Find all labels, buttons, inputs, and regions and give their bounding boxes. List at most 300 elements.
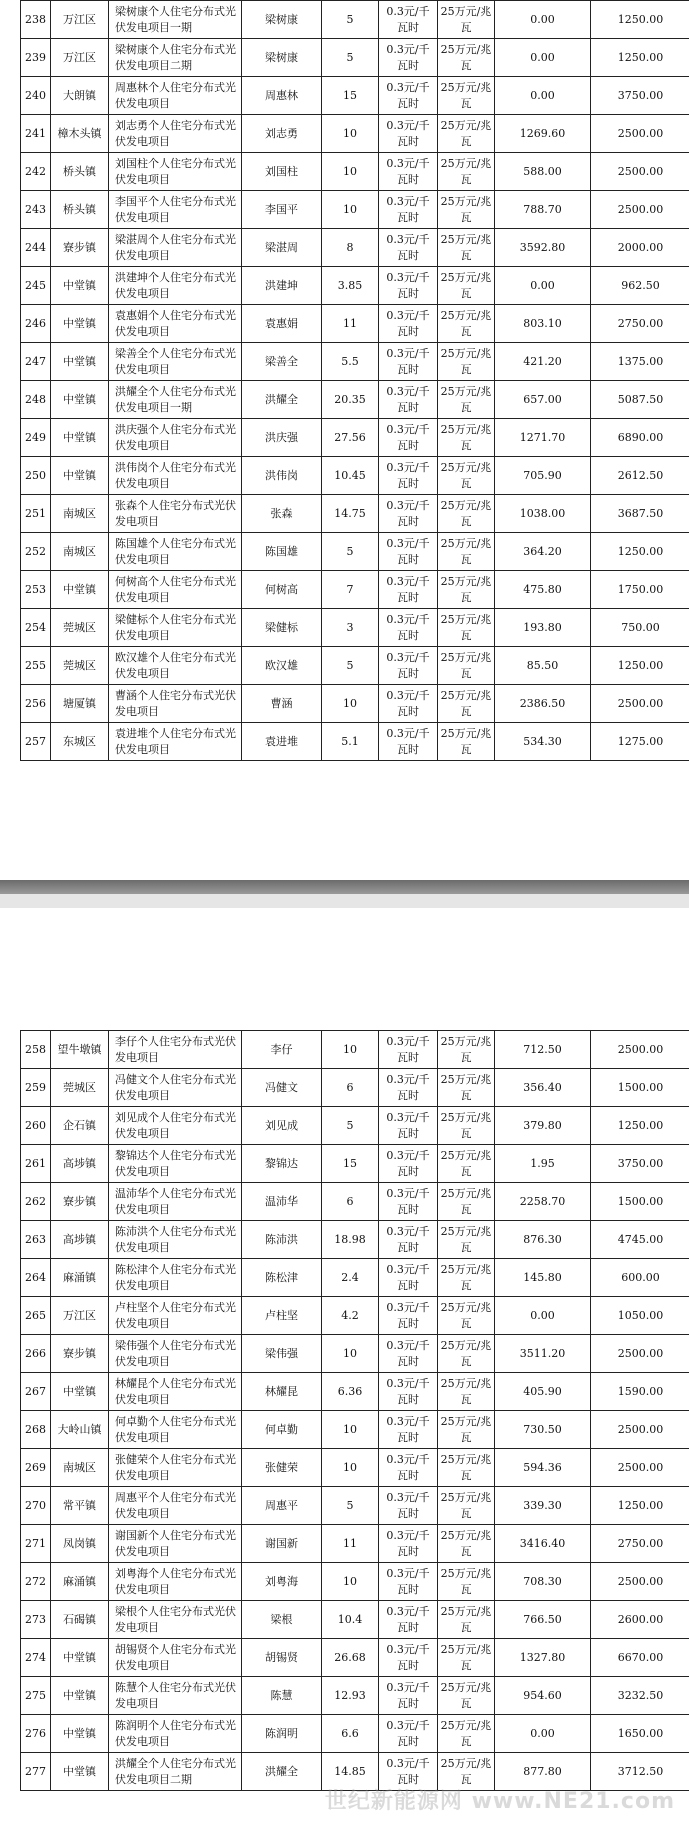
capacity-cell: 2.4 [322,1259,379,1297]
total-cell: 600.00 [591,1259,689,1297]
town-cell: 麻涌镇 [51,1259,109,1297]
table-row [21,1221,689,1259]
row-number-cell: 277 [21,1753,51,1791]
rate-cell: 0.3元/千瓦时 [379,1525,438,1563]
row-number-cell: 272 [21,1563,51,1601]
owner-cell: 梁伟强 [242,1335,322,1373]
capacity-cell: 15 [322,1145,379,1183]
owner-cell: 梁善全 [242,343,322,381]
owner-cell: 刘国柱 [242,153,322,191]
town-cell: 中堂镇 [51,419,109,457]
town-cell: 中堂镇 [51,1677,109,1715]
capacity-cell: 11 [322,1525,379,1563]
rate-cell: 0.3元/千瓦时 [379,1639,438,1677]
capacity-cell: 10 [322,1411,379,1449]
capacity-cell: 14.85 [322,1753,379,1791]
total-cell: 2500.00 [591,1031,689,1069]
row-number-cell: 257 [21,723,51,761]
amount-cell: 766.50 [495,1601,591,1639]
town-cell: 塘厦镇 [51,685,109,723]
table-row [21,1373,689,1411]
amount-cell: 2258.70 [495,1183,591,1221]
subsidy-cell: 25万元/兆瓦 [438,191,495,229]
owner-cell: 刘志勇 [242,115,322,153]
subsidy-cell: 25万元/兆瓦 [438,1069,495,1107]
town-cell: 桥头镇 [51,153,109,191]
project-name-cell: 梁根个人住宅分布式光伏发电项目 [109,1601,242,1639]
row-number-cell: 248 [21,381,51,419]
owner-cell: 何树高 [242,571,322,609]
town-cell: 高埗镇 [51,1145,109,1183]
project-name-cell: 梁健标个人住宅分布式光伏发电项目 [109,609,242,647]
town-cell: 南城区 [51,1449,109,1487]
owner-cell: 张森 [242,495,322,533]
capacity-cell: 10 [322,1563,379,1601]
town-cell: 樟木头镇 [51,115,109,153]
project-name-cell: 刘国柱个人住宅分布式光伏发电项目 [109,153,242,191]
row-number-cell: 250 [21,457,51,495]
rate-cell: 0.3元/千瓦时 [379,267,438,305]
project-name-cell: 刘志勇个人住宅分布式光伏发电项目 [109,115,242,153]
rate-cell: 0.3元/千瓦时 [379,495,438,533]
project-name-cell: 周惠平个人住宅分布式光伏发电项目 [109,1487,242,1525]
owner-cell: 冯健文 [242,1069,322,1107]
rate-cell: 0.3元/千瓦时 [379,609,438,647]
total-cell: 6890.00 [591,419,689,457]
town-cell: 中堂镇 [51,571,109,609]
total-cell: 962.50 [591,267,689,305]
town-cell: 寮步镇 [51,229,109,267]
subsidy-cell: 25万元/兆瓦 [438,723,495,761]
owner-cell: 胡锡贤 [242,1639,322,1677]
project-name-cell: 洪耀全个人住宅分布式光伏发电项目二期 [109,1753,242,1791]
amount-cell: 705.90 [495,457,591,495]
owner-cell: 曹涵 [242,685,322,723]
project-name-cell: 梁湛周个人住宅分布式光伏发电项目 [109,229,242,267]
amount-cell: 788.70 [495,191,591,229]
total-cell: 1250.00 [591,39,689,77]
watermark: 世纪新能源网 www.NE21.com [324,1789,675,1814]
capacity-cell: 6.36 [322,1373,379,1411]
project-name-cell: 梁树康个人住宅分布式光伏发电项目二期 [109,39,242,77]
subsidy-cell: 25万元/兆瓦 [438,1601,495,1639]
subsidy-cell: 25万元/兆瓦 [438,1449,495,1487]
amount-cell: 730.50 [495,1411,591,1449]
table-row [21,723,689,761]
table-row [21,1335,689,1373]
amount-cell: 85.50 [495,647,591,685]
capacity-cell: 14.75 [322,495,379,533]
table-body-page-2 [21,1031,689,1791]
table-row [21,267,689,305]
town-cell: 中堂镇 [51,381,109,419]
total-cell: 3687.50 [591,495,689,533]
total-cell: 1750.00 [591,571,689,609]
rate-cell: 0.3元/千瓦时 [379,1373,438,1411]
row-number-cell: 246 [21,305,51,343]
capacity-cell: 10 [322,191,379,229]
subsidy-cell: 25万元/兆瓦 [438,457,495,495]
town-cell: 望牛墩镇 [51,1031,109,1069]
rate-cell: 0.3元/千瓦时 [379,1753,438,1791]
amount-cell: 588.00 [495,153,591,191]
subsidy-cell: 25万元/兆瓦 [438,1487,495,1525]
row-number-cell: 263 [21,1221,51,1259]
amount-cell: 0.00 [495,1,591,39]
subsidy-cell: 25万元/兆瓦 [438,1753,495,1791]
amount-cell: 0.00 [495,1715,591,1753]
project-name-cell: 黎锦达个人住宅分布式光伏发电项目 [109,1145,242,1183]
total-cell: 2500.00 [591,115,689,153]
total-cell: 1650.00 [591,1715,689,1753]
table-row [21,1297,689,1335]
town-cell: 桥头镇 [51,191,109,229]
rate-cell: 0.3元/千瓦时 [379,1449,438,1487]
subsidy-cell: 25万元/兆瓦 [438,305,495,343]
amount-cell: 877.80 [495,1753,591,1791]
total-cell: 1500.00 [591,1183,689,1221]
table-row [21,1259,689,1297]
subsidy-cell: 25万元/兆瓦 [438,495,495,533]
owner-cell: 周惠平 [242,1487,322,1525]
amount-cell: 594.36 [495,1449,591,1487]
table-row [21,419,689,457]
rate-cell: 0.3元/千瓦时 [379,1411,438,1449]
amount-cell: 0.00 [495,39,591,77]
town-cell: 寮步镇 [51,1183,109,1221]
row-number-cell: 275 [21,1677,51,1715]
amount-cell: 1271.70 [495,419,591,457]
capacity-cell: 27.56 [322,419,379,457]
owner-cell: 陈国雄 [242,533,322,571]
row-number-cell: 243 [21,191,51,229]
total-cell: 3232.50 [591,1677,689,1715]
owner-cell: 谢国新 [242,1525,322,1563]
owner-cell: 梁湛周 [242,229,322,267]
subsidy-cell: 25万元/兆瓦 [438,609,495,647]
row-number-cell: 264 [21,1259,51,1297]
capacity-cell: 3 [322,609,379,647]
table-row [21,685,689,723]
capacity-cell: 5 [322,647,379,685]
row-number-cell: 239 [21,39,51,77]
total-cell: 2600.00 [591,1601,689,1639]
project-name-cell: 张健荣个人住宅分布式光伏发电项目 [109,1449,242,1487]
subsidy-cell: 25万元/兆瓦 [438,1183,495,1221]
subsidy-cell: 25万元/兆瓦 [438,343,495,381]
project-name-cell: 陈松津个人住宅分布式光伏发电项目 [109,1259,242,1297]
subsidy-cell: 25万元/兆瓦 [438,1335,495,1373]
owner-cell: 袁进堆 [242,723,322,761]
owner-cell: 洪庆强 [242,419,322,457]
total-cell: 1250.00 [591,1487,689,1525]
subsidy-cell: 25万元/兆瓦 [438,1297,495,1335]
project-name-cell: 梁伟强个人住宅分布式光伏发电项目 [109,1335,242,1373]
table-row [21,1031,689,1069]
project-name-cell: 袁惠娟个人住宅分布式光伏发电项目 [109,305,242,343]
amount-cell: 708.30 [495,1563,591,1601]
owner-cell: 袁惠娟 [242,305,322,343]
capacity-cell: 5 [322,39,379,77]
owner-cell: 陈沛洪 [242,1221,322,1259]
total-cell: 3750.00 [591,1145,689,1183]
project-name-cell: 欧汉雄个人住宅分布式光伏发电项目 [109,647,242,685]
amount-cell: 3592.80 [495,229,591,267]
row-number-cell: 262 [21,1183,51,1221]
rate-cell: 0.3元/千瓦时 [379,571,438,609]
town-cell: 万江区 [51,1297,109,1335]
rate-cell: 0.3元/千瓦时 [379,685,438,723]
project-name-cell: 卢柱坚个人住宅分布式光伏发电项目 [109,1297,242,1335]
town-cell: 企石镇 [51,1107,109,1145]
total-cell: 2500.00 [591,685,689,723]
total-cell: 2500.00 [591,153,689,191]
amount-cell: 1038.00 [495,495,591,533]
project-name-cell: 冯健文个人住宅分布式光伏发电项目 [109,1069,242,1107]
table-row [21,647,689,685]
rate-cell: 0.3元/千瓦时 [379,1563,438,1601]
row-number-cell: 273 [21,1601,51,1639]
capacity-cell: 5 [322,1487,379,1525]
row-number-cell: 251 [21,495,51,533]
town-cell: 东城区 [51,723,109,761]
project-name-cell: 梁树康个人住宅分布式光伏发电项目一期 [109,1,242,39]
total-cell: 2000.00 [591,229,689,267]
project-name-cell: 温沛华个人住宅分布式光伏发电项目 [109,1183,242,1221]
total-cell: 2500.00 [591,1411,689,1449]
rate-cell: 0.3元/千瓦时 [379,1183,438,1221]
row-number-cell: 274 [21,1639,51,1677]
amount-cell: 0.00 [495,267,591,305]
owner-cell: 洪建坤 [242,267,322,305]
row-number-cell: 270 [21,1487,51,1525]
row-number-cell: 254 [21,609,51,647]
subsidy-cell: 25万元/兆瓦 [438,1031,495,1069]
rate-cell: 0.3元/千瓦时 [379,305,438,343]
subsidy-cell: 25万元/兆瓦 [438,115,495,153]
rate-cell: 0.3元/千瓦时 [379,39,438,77]
owner-cell: 欧汉雄 [242,647,322,685]
total-cell: 2500.00 [591,1449,689,1487]
subsidy-cell: 25万元/兆瓦 [438,267,495,305]
owner-cell: 洪耀全 [242,1753,322,1791]
total-cell: 2612.50 [591,457,689,495]
total-cell: 1590.00 [591,1373,689,1411]
total-cell: 4745.00 [591,1221,689,1259]
capacity-cell: 10 [322,1031,379,1069]
table-row [21,1107,689,1145]
subsidy-cell: 25万元/兆瓦 [438,1677,495,1715]
table-row [21,39,689,77]
amount-cell: 534.30 [495,723,591,761]
subsidy-cell: 25万元/兆瓦 [438,647,495,685]
project-name-cell: 陈慧个人住宅分布式光伏发电项目 [109,1677,242,1715]
total-cell: 2500.00 [591,191,689,229]
owner-cell: 刘粤海 [242,1563,322,1601]
subsidy-cell: 25万元/兆瓦 [438,1221,495,1259]
capacity-cell: 12.93 [322,1677,379,1715]
table-row [21,77,689,115]
table-row [21,1449,689,1487]
town-cell: 大朗镇 [51,77,109,115]
row-number-cell: 244 [21,229,51,267]
total-cell: 6670.00 [591,1639,689,1677]
total-cell: 2750.00 [591,1525,689,1563]
rate-cell: 0.3元/千瓦时 [379,1259,438,1297]
capacity-cell: 10 [322,685,379,723]
rate-cell: 0.3元/千瓦时 [379,1487,438,1525]
row-number-cell: 253 [21,571,51,609]
table-row [21,1,689,39]
row-number-cell: 267 [21,1373,51,1411]
project-name-cell: 洪耀全个人住宅分布式光伏发电项目一期 [109,381,242,419]
project-name-cell: 林耀昆个人住宅分布式光伏发电项目 [109,1373,242,1411]
table-row [21,571,689,609]
owner-cell: 陈润明 [242,1715,322,1753]
total-cell: 750.00 [591,609,689,647]
rate-cell: 0.3元/千瓦时 [379,419,438,457]
table-row [21,1601,689,1639]
rate-cell: 0.3元/千瓦时 [379,1677,438,1715]
row-number-cell: 240 [21,77,51,115]
owner-cell: 林耀昆 [242,1373,322,1411]
owner-cell: 刘见成 [242,1107,322,1145]
row-number-cell: 245 [21,267,51,305]
capacity-cell: 18.98 [322,1221,379,1259]
amount-cell: 2386.50 [495,685,591,723]
rate-cell: 0.3元/千瓦时 [379,457,438,495]
rate-cell: 0.3元/千瓦时 [379,229,438,267]
town-cell: 莞城区 [51,647,109,685]
project-name-cell: 陈沛洪个人住宅分布式光伏发电项目 [109,1221,242,1259]
town-cell: 凤岗镇 [51,1525,109,1563]
town-cell: 中堂镇 [51,1639,109,1677]
table-row [21,1677,689,1715]
town-cell: 中堂镇 [51,457,109,495]
table-row [21,153,689,191]
subsidy-cell: 25万元/兆瓦 [438,1,495,39]
rate-cell: 0.3元/千瓦时 [379,153,438,191]
total-cell: 1250.00 [591,1,689,39]
project-name-cell: 陈国雄个人住宅分布式光伏发电项目 [109,533,242,571]
project-name-cell: 周惠林个人住宅分布式光伏发电项目 [109,77,242,115]
subsidy-cell: 25万元/兆瓦 [438,77,495,115]
row-number-cell: 259 [21,1069,51,1107]
town-cell: 中堂镇 [51,1373,109,1411]
town-cell: 中堂镇 [51,1753,109,1791]
row-number-cell: 252 [21,533,51,571]
town-cell: 南城区 [51,495,109,533]
town-cell: 南城区 [51,533,109,571]
project-name-cell: 曹涵个人住宅分布式光伏发电项目 [109,685,242,723]
rate-cell: 0.3元/千瓦时 [379,1335,438,1373]
owner-cell: 温沛华 [242,1183,322,1221]
owner-cell: 梁树康 [242,1,322,39]
total-cell: 5087.50 [591,381,689,419]
amount-cell: 3416.40 [495,1525,591,1563]
subsidy-cell: 25万元/兆瓦 [438,571,495,609]
capacity-cell: 3.85 [322,267,379,305]
total-cell: 2500.00 [591,1335,689,1373]
row-number-cell: 247 [21,343,51,381]
rate-cell: 0.3元/千瓦时 [379,1221,438,1259]
rate-cell: 0.3元/千瓦时 [379,1715,438,1753]
subsidy-cell: 25万元/兆瓦 [438,153,495,191]
project-name-cell: 李仔个人住宅分布式光伏发电项目 [109,1031,242,1069]
rate-cell: 0.3元/千瓦时 [379,1031,438,1069]
owner-cell: 陈慧 [242,1677,322,1715]
owner-cell: 梁健标 [242,609,322,647]
rate-cell: 0.3元/千瓦时 [379,533,438,571]
project-name-cell: 胡锡贤个人住宅分布式光伏发电项目 [109,1639,242,1677]
project-name-cell: 刘粤海个人住宅分布式光伏发电项目 [109,1563,242,1601]
row-number-cell: 268 [21,1411,51,1449]
amount-cell: 193.80 [495,609,591,647]
table-row [21,1183,689,1221]
owner-cell: 黎锦达 [242,1145,322,1183]
subsidy-table-page-2 [20,1030,689,1791]
capacity-cell: 5.1 [322,723,379,761]
subsidy-cell: 25万元/兆瓦 [438,1373,495,1411]
owner-cell: 洪伟岗 [242,457,322,495]
table-body-page-1 [21,1,689,761]
rate-cell: 0.3元/千瓦时 [379,647,438,685]
project-name-cell: 洪建坤个人住宅分布式光伏发电项目 [109,267,242,305]
total-cell: 1250.00 [591,647,689,685]
capacity-cell: 10.4 [322,1601,379,1639]
table-row [21,1525,689,1563]
owner-cell: 洪耀全 [242,381,322,419]
rate-cell: 0.3元/千瓦时 [379,1,438,39]
project-name-cell: 何树高个人住宅分布式光伏发电项目 [109,571,242,609]
table-row [21,1563,689,1601]
town-cell: 中堂镇 [51,267,109,305]
capacity-cell: 5 [322,1107,379,1145]
subsidy-cell: 25万元/兆瓦 [438,419,495,457]
table-row [21,1715,689,1753]
amount-cell: 475.80 [495,571,591,609]
amount-cell: 1.95 [495,1145,591,1183]
amount-cell: 657.00 [495,381,591,419]
subsidy-cell: 25万元/兆瓦 [438,1107,495,1145]
rate-cell: 0.3元/千瓦时 [379,1297,438,1335]
capacity-cell: 20.35 [322,381,379,419]
capacity-cell: 10 [322,153,379,191]
subsidy-cell: 25万元/兆瓦 [438,381,495,419]
amount-cell: 0.00 [495,77,591,115]
project-name-cell: 张森个人住宅分布式光伏发电项目 [109,495,242,533]
owner-cell: 梁根 [242,1601,322,1639]
project-name-cell: 洪伟岗个人住宅分布式光伏发电项目 [109,457,242,495]
owner-cell: 梁树康 [242,39,322,77]
town-cell: 莞城区 [51,609,109,647]
row-number-cell: 276 [21,1715,51,1753]
town-cell: 高埗镇 [51,1221,109,1259]
table-row [21,1411,689,1449]
row-number-cell: 266 [21,1335,51,1373]
amount-cell: 876.30 [495,1221,591,1259]
total-cell: 1250.00 [591,533,689,571]
capacity-cell: 6 [322,1069,379,1107]
capacity-cell: 10 [322,1449,379,1487]
amount-cell: 379.80 [495,1107,591,1145]
owner-cell: 陈松津 [242,1259,322,1297]
town-cell: 中堂镇 [51,1715,109,1753]
row-number-cell: 258 [21,1031,51,1069]
rate-cell: 0.3元/千瓦时 [379,115,438,153]
town-cell: 万江区 [51,1,109,39]
table-row [21,343,689,381]
